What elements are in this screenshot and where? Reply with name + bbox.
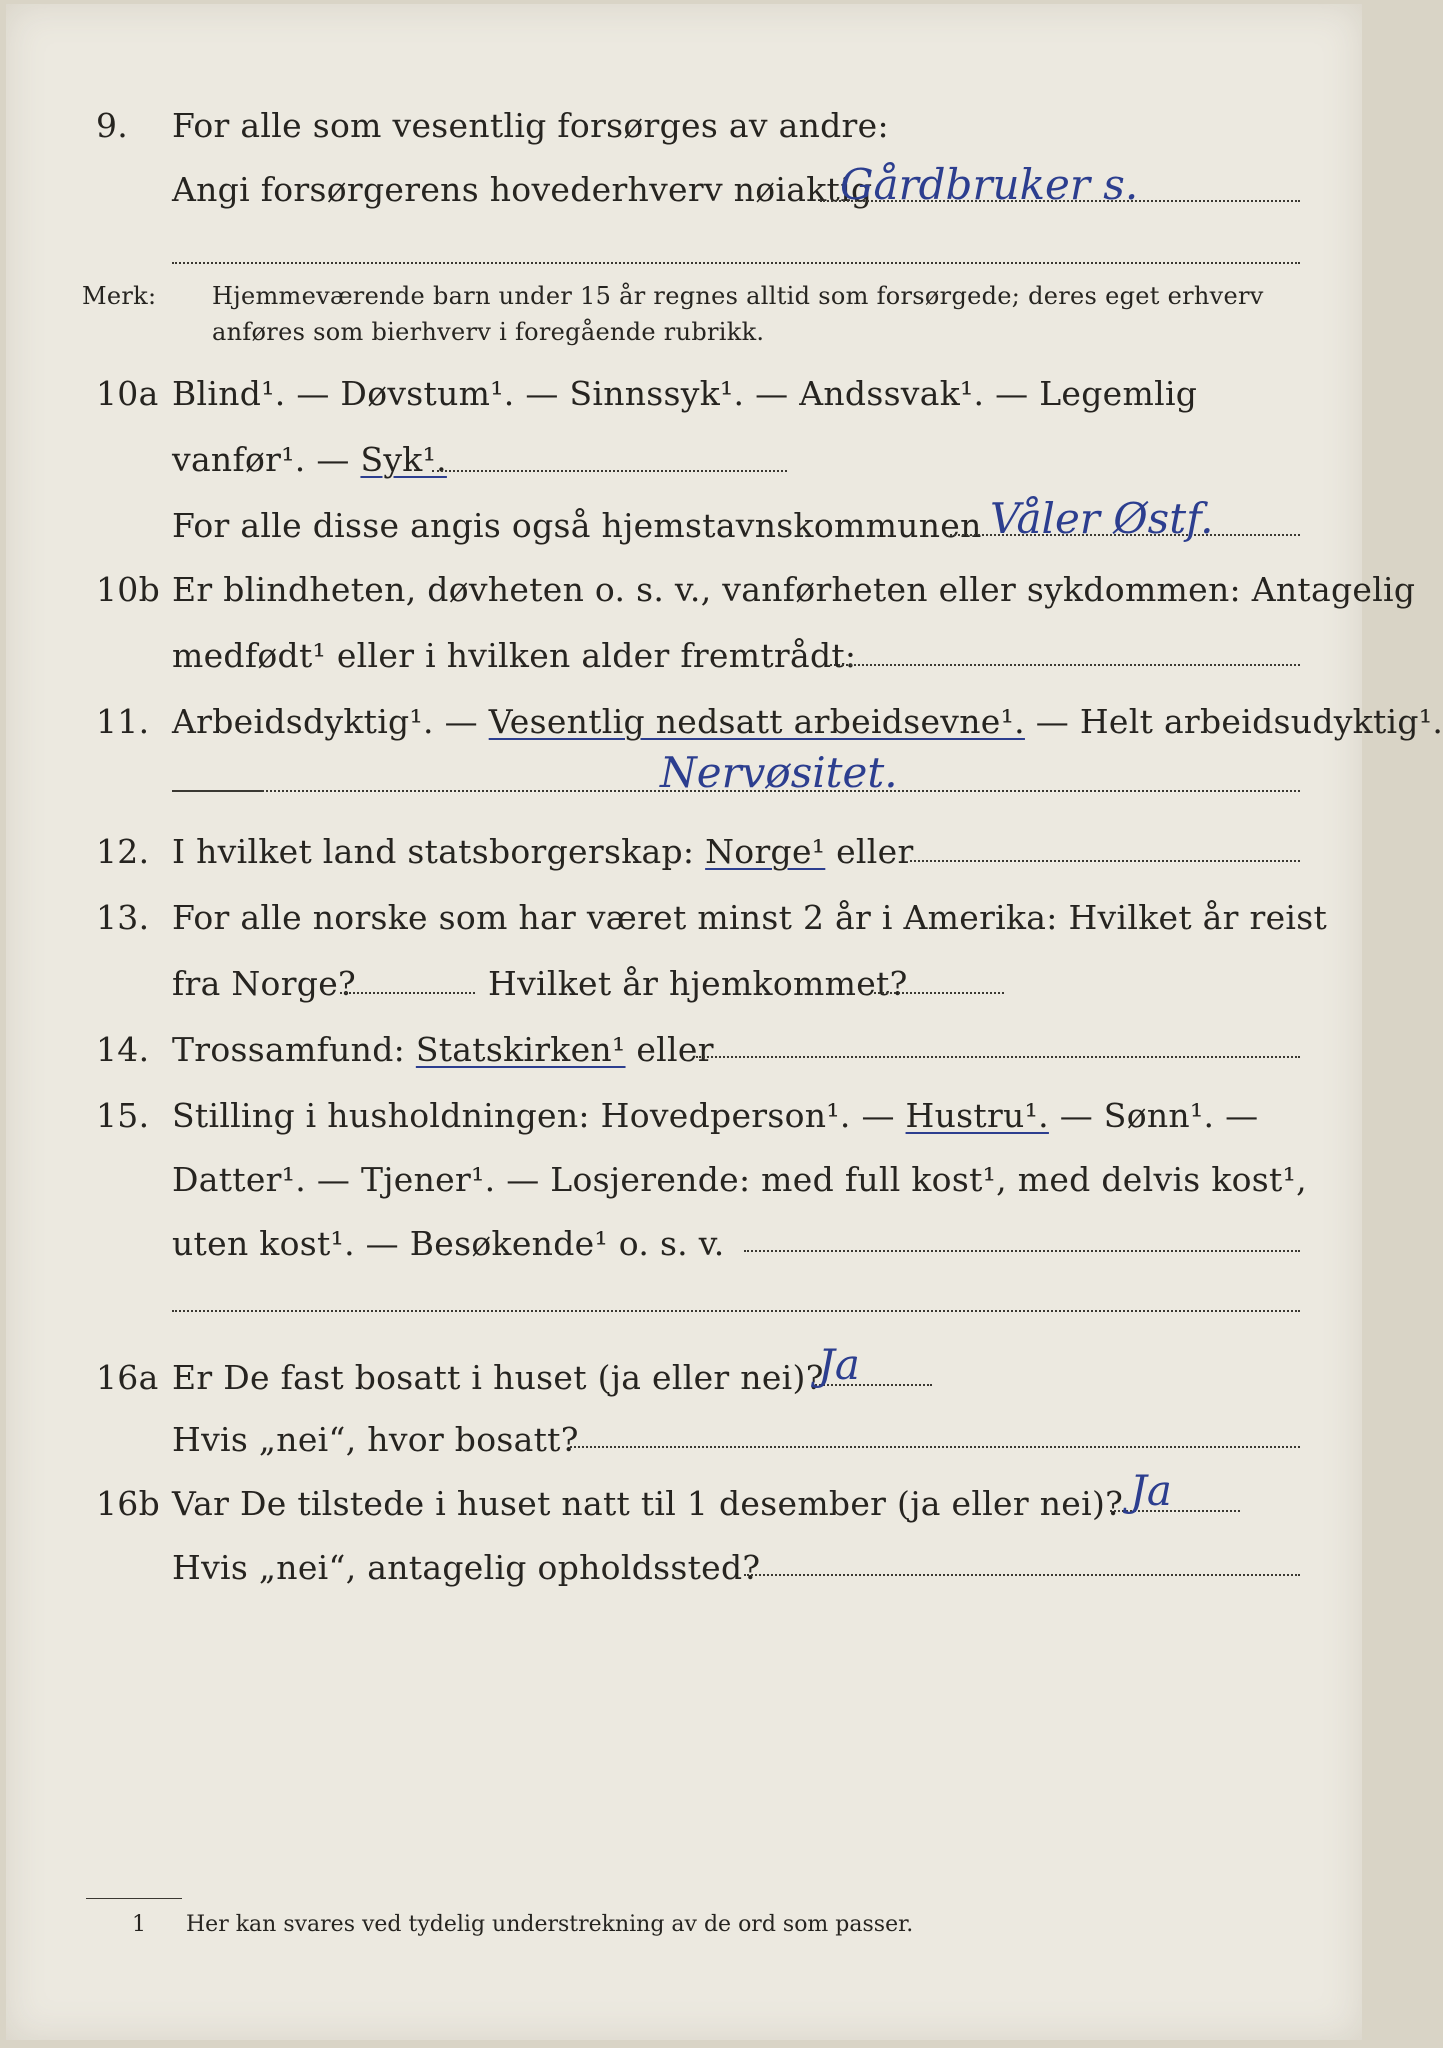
q16a-number: 16a	[96, 1358, 159, 1397]
q13-text1: For alle norske som har været minst 2 år i Amerika: Hvilket år reist	[172, 898, 1328, 937]
q12-answer-line	[910, 860, 1300, 862]
q13-text2b: Hvilket år hjemkommet?	[488, 964, 908, 1003]
q11-text-post: — Helt arbeidsudyktig¹.	[1024, 702, 1443, 741]
q15-text2: Datter¹. — Tjener¹. — Losjerende: med full kost¹, med delvis kost¹,	[172, 1160, 1307, 1199]
merk-text1: Hjemmeværende barn under 15 år regnes alltid som forsørgede; deres eget erhverv	[212, 282, 1264, 310]
q10b-text2: medfødt¹ eller i hvilken alder fremtrådt:	[172, 636, 857, 675]
q11-text-pre: Arbeidsdyktig¹. —	[172, 702, 489, 741]
q15-text1-post: — Sønn¹. —	[1048, 1096, 1259, 1135]
q11-text-underlined: Vesentlig nedsatt arbeidsevne¹.	[488, 702, 1025, 741]
q16b-opholdssted-line	[744, 1574, 1300, 1576]
q15-answer-line	[744, 1250, 1300, 1252]
q10b-number: 10b	[96, 570, 161, 609]
q11-line-start	[172, 790, 262, 792]
q16a-text2: Hvis „nei“, hvor bosatt?	[172, 1420, 579, 1459]
footnote-text: Her kan svares ved tydelig understrekning av de ord som passer.	[186, 1912, 914, 1937]
q10b-answer-line	[830, 664, 1300, 666]
q14-number: 14.	[96, 1030, 150, 1069]
q11-number: 11.	[96, 702, 150, 741]
q9-extra-line	[172, 262, 1300, 264]
merk-text2: anføres som bierhverv i foregående rubrikk.	[212, 318, 765, 346]
q16b-text1: Var De tilstede i huset natt til 1 desember (ja eller nei)?	[172, 1484, 1124, 1523]
q10a-text3: For alle disse angis også hjemstavnskommunen	[172, 506, 982, 545]
q9-text2: Angi forsørgerens hovederhverv nøiaktig	[172, 170, 873, 209]
q15-text3: uten kost¹. — Besøkende¹ o. s. v.	[172, 1224, 725, 1263]
q12-text-underlined: Norge¹	[705, 832, 826, 871]
q10b-text1: Er blindheten, døvheten o. s. v., vanførheten eller sykdommen: Antagelig	[172, 570, 1416, 609]
q12-number: 12.	[96, 832, 150, 871]
q11-answer: Nervøsitet.	[660, 748, 898, 797]
q9-text1: For alle som vesentlig forsørges av andre:	[172, 106, 889, 145]
q14-text-underlined: Statskirken¹	[415, 1030, 626, 1069]
q14-text-pre: Trossamfund:	[172, 1030, 416, 1069]
q10a-text1: Blind¹. — Døvstum¹. — Sinnssyk¹. — Andssvak¹. — Legemlig	[172, 374, 1198, 413]
q12-text-pre: I hvilket land statsborgerskap:	[172, 832, 706, 871]
q13-text2a: fra Norge?	[172, 964, 357, 1003]
q15-text1-pre: Stilling i husholdningen: Hovedperson¹. —	[172, 1096, 906, 1135]
q10a-text2-underlined: Syk¹.	[360, 440, 447, 479]
q14-text-post: eller	[625, 1030, 714, 1069]
q16b-number: 16b	[96, 1484, 161, 1523]
q16a-answer: Ja	[818, 1340, 860, 1389]
q15-extra-line	[172, 1310, 1300, 1312]
q10a-line2-dots	[432, 470, 787, 472]
footnote-rule	[86, 1898, 182, 1899]
q10a-number: 10a	[96, 374, 159, 413]
q14-answer-line	[696, 1056, 1300, 1058]
q10a-text2-pre: vanfør¹. —	[172, 440, 361, 479]
q13-number: 13.	[96, 898, 150, 937]
q13-reist-line	[340, 992, 475, 994]
q10a-answer: Våler Østf.	[990, 494, 1214, 543]
merk-label: Merk:	[82, 282, 157, 310]
q16b-text2: Hvis „nei“, antagelig opholdssted?	[172, 1548, 761, 1587]
q13-hjemkommet-line	[874, 992, 1004, 994]
q15-text1-underlined: Hustru¹.	[905, 1096, 1049, 1135]
footnote-mark: 1	[132, 1912, 146, 1937]
q12-text-post: eller	[825, 832, 914, 871]
q15-number: 15.	[96, 1096, 150, 1135]
q16a-text1: Er De fast bosatt i huset (ja eller nei)?	[172, 1358, 824, 1397]
q9-answer: Gårdbruker s.	[840, 160, 1139, 209]
q9-number: 9.	[96, 106, 129, 145]
q16b-answer: Ja	[1130, 1466, 1172, 1515]
q16a-bosatt-line	[570, 1446, 1300, 1448]
